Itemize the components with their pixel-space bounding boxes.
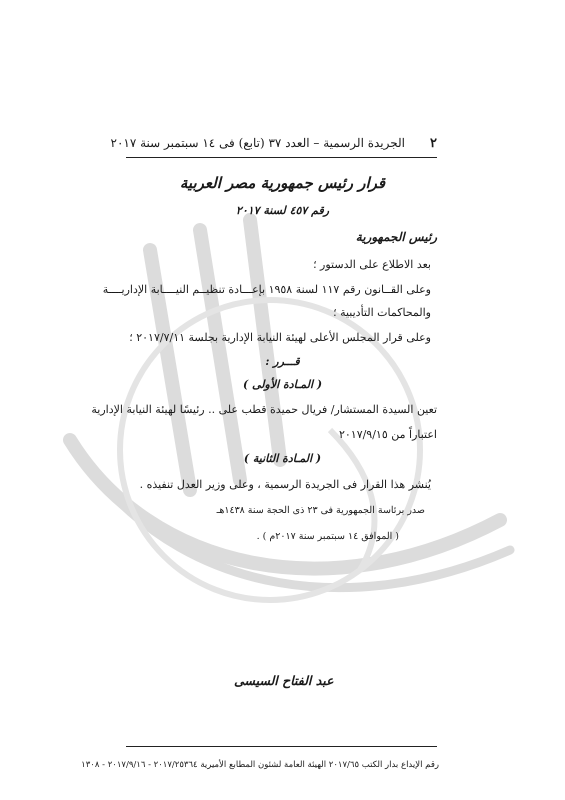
preamble-line: والمحاكمات التأديبية ؛ bbox=[333, 306, 431, 319]
corresponding-date: ( الموافق ١٤ سبتمبر سنة ٢٠١٧م ) . bbox=[256, 531, 399, 542]
article-1-line: اعتباراً من ٢٠١٧/٩/١٥ bbox=[338, 428, 437, 441]
resolved-heading: قـــرر : bbox=[265, 355, 300, 368]
decree-number: رقم ٤٥٧ لسنة ٢٠١٧ bbox=[235, 204, 330, 217]
article-2-title: ( المـادة الثانية ) bbox=[243, 452, 322, 465]
footer-divider bbox=[126, 746, 437, 747]
preamble-line: وعلى القــانون رقم ١١٧ لسنة ١٩٥٨ بإعـــادة تنظيــم النيــــابة الإداريــــة bbox=[102, 283, 431, 296]
gazette-header: الجريدة الرسمية – العدد ٣٧ (تابع) فى ١٤ سبتمبر سنة ٢٠١٧ bbox=[110, 136, 405, 150]
decree-title: قرار رئيس جمهورية مصر العربية bbox=[179, 174, 386, 192]
preamble-line: وعلى قرار المجلس الأعلى لهيئة النيابة الإدارية بجلسة ٢٠١٧/٧/١١ ؛ bbox=[129, 331, 431, 344]
president-heading: رئيس الجمهورية bbox=[355, 230, 437, 244]
watermark-seal bbox=[30, 190, 550, 650]
article-1-title: ( المـادة الأولى ) bbox=[242, 378, 323, 391]
signature: عبد الفتاح السيسى bbox=[234, 673, 334, 688]
footer-deposit: رقم الإيداع بدار الكتب ٢٠١٧/٦٥ الهيئة العامة لشئون المطابع الأميرية ٢٠١٧/٢٥٣٦٤ - ٢٠١٧/٩/١٦ - ١٣٠٨ bbox=[81, 760, 439, 770]
article-2-text: يُنشر هذا القرار فى الجريدة الرسمية ، وعلى وزير العدل تنفيذه . bbox=[139, 478, 431, 491]
page-number: ٢ bbox=[430, 136, 437, 151]
preamble-line: بعد الاطلاع على الدستور ؛ bbox=[313, 258, 431, 271]
article-1-line: تعين السيدة المستشار/ فريال حميدة قطب على .. رئيسًا لهيئة النيابة الإدارية bbox=[91, 403, 437, 416]
issued-date: صدر برئاسة الجمهورية فى ٢٣ ذى الحجة سنة ١٤٣٨هـ bbox=[216, 505, 425, 516]
header-divider bbox=[126, 157, 437, 158]
